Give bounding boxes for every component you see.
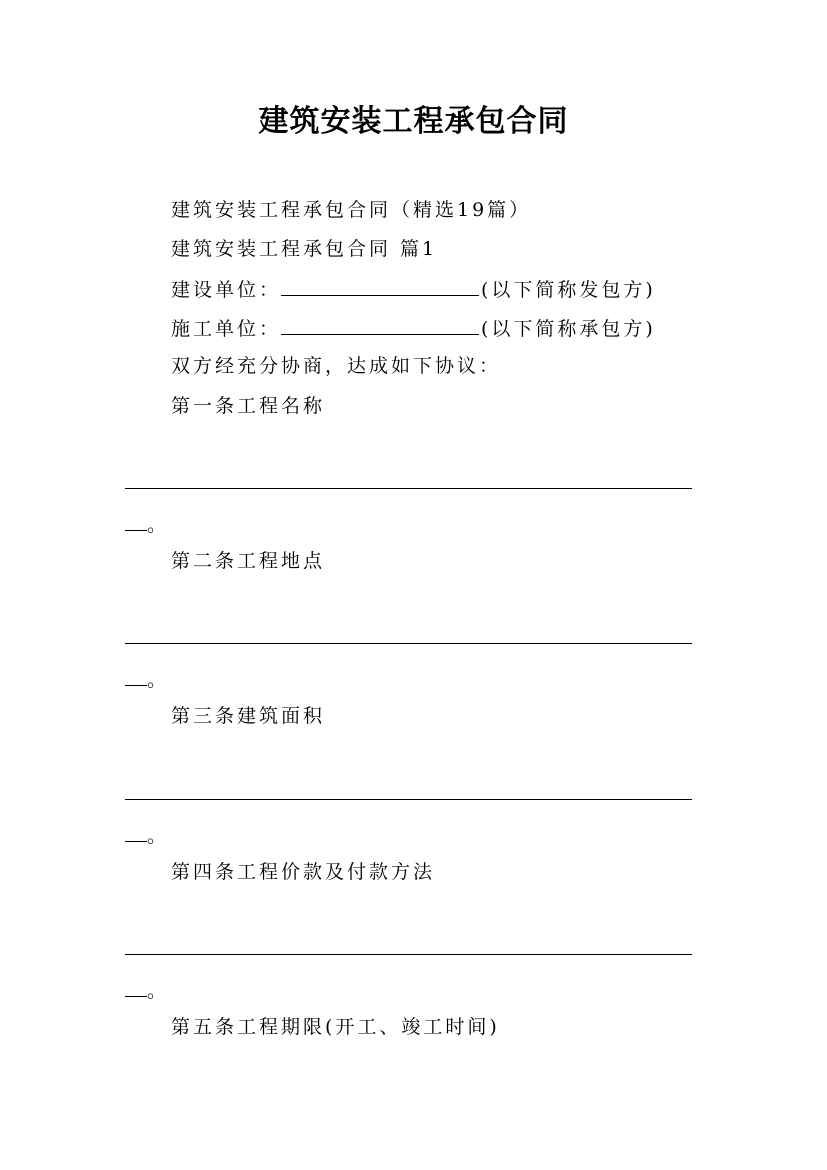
party-b-suffix: (以下简称承包方) [481,318,656,340]
article-3-blank [125,799,692,800]
article-4-blank [125,954,692,955]
article-1-blank [125,488,692,489]
party-b-label: 施工单位： [171,318,282,340]
document-title: 建筑安装工程承包合同 [258,104,569,139]
article-2-blank-end [125,667,166,693]
article-1-end-mark: 。 [147,514,167,536]
article-1-blank-end [125,512,166,538]
section-heading: 建筑安装工程承包合同 篇1 [171,238,438,260]
article-3-blank-stub [125,827,147,842]
article-3-heading: 第三条建筑面积 [171,705,326,727]
article-4-end-mark: 。 [147,980,167,1002]
article-2-heading: 第二条工程地点 [171,550,326,572]
article-4-blank-end [125,978,166,1004]
article-2-end-mark: 。 [147,669,167,691]
article-4-heading: 第四条工程价款及付款方法 [171,861,436,883]
article-5-heading: 第五条工程期限(开工、竣工时间) [171,1016,500,1038]
article-3-end-mark: 。 [147,825,167,847]
party-a-line [171,275,656,303]
article-1-blank-stub [125,516,147,531]
party-a-label: 建设单位： [171,279,282,301]
agreement-intro: 双方经充分协商，达成如下协议： [171,355,502,377]
article-2-blank-stub [125,671,147,686]
article-4-blank-stub [125,982,147,997]
party-a-suffix: (以下简称发包方) [481,279,656,301]
document-subtitle: 建筑安装工程承包合同（精选19篇） [171,199,532,221]
article-3-blank-end [125,823,166,849]
party-a-blank [281,275,479,296]
article-1-heading: 第一条工程名称 [171,395,326,417]
article-2-blank [125,643,692,644]
party-b-line [171,314,656,342]
party-b-blank [281,314,479,335]
